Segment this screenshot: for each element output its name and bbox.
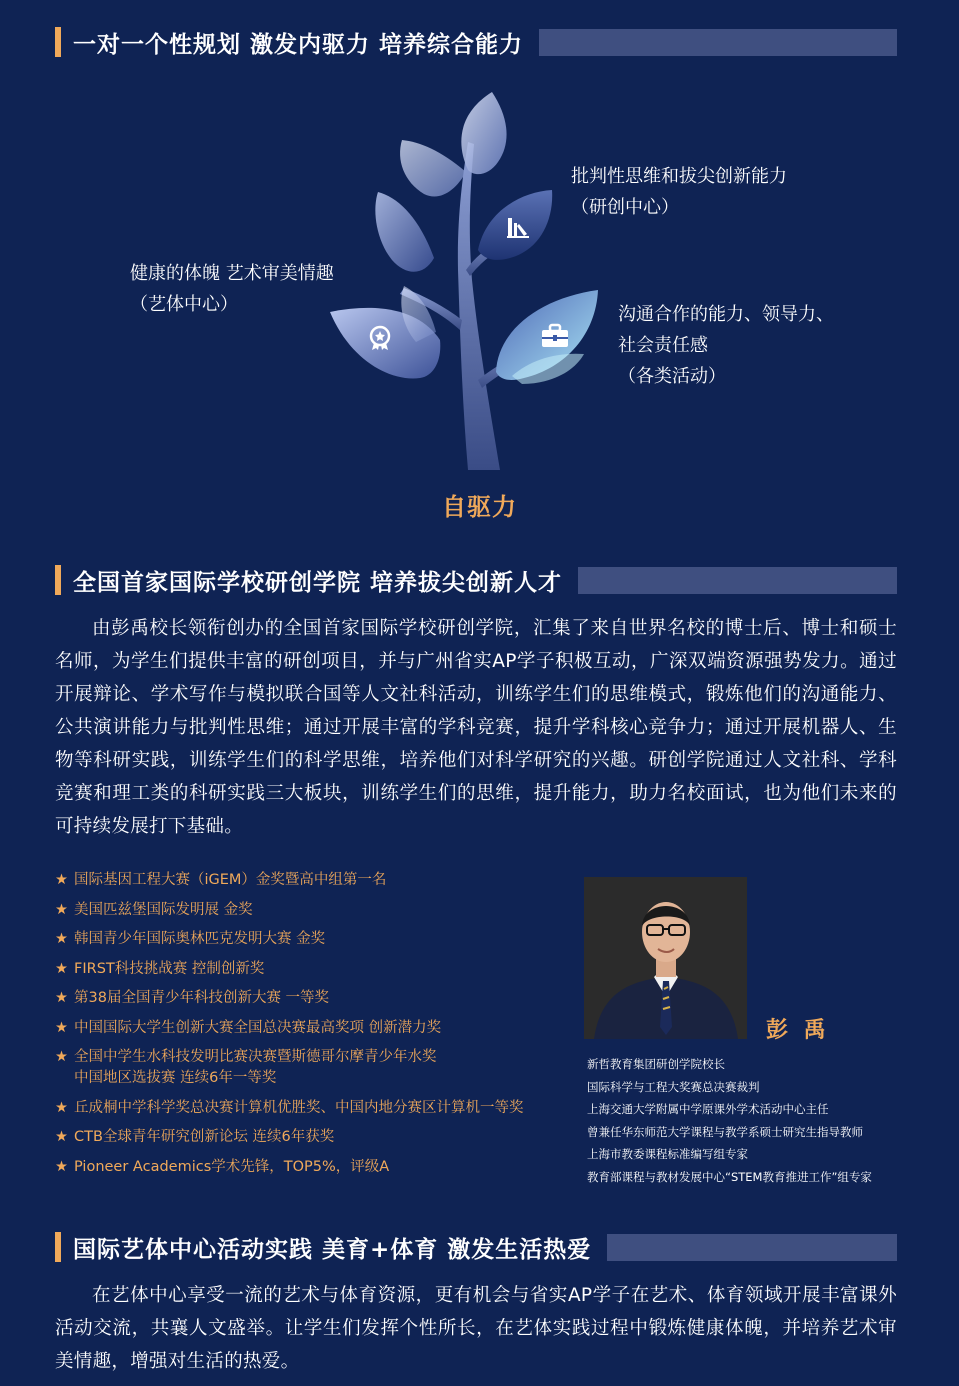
role-item: 上海交通大学附属中学原课外学术活动中心主任 — [587, 1102, 829, 1116]
leaf-left-upper — [375, 192, 434, 272]
section-title: 一对一个性规划 激发内驱力 培养综合能力 — [73, 31, 524, 58]
leaf-top — [461, 92, 506, 174]
award-item: ★ FIRST科技挑战赛 控制创新奖 — [55, 959, 565, 980]
role-item: 曾兼任华东师范大学课程与教学系硕士研究生指导教师 — [587, 1124, 863, 1139]
section-header-2 — [55, 564, 897, 596]
award-medal-icon — [366, 324, 394, 352]
accent-bar — [55, 27, 61, 57]
award-item: ★ 丘成桐中学科学奖总决赛计算机优胜奖、中国内地分赛区计算机一等奖 — [55, 1098, 565, 1119]
role-item: 教育部课程与教材发展中心“STEM教育推进工作”组专家 — [587, 1169, 872, 1184]
tree-label-health-arts: 健康的体魄 艺术审美情趣 （艺体中心） — [130, 263, 334, 315]
briefcase-icon — [540, 323, 570, 349]
self-drive-label: 自驱力 — [442, 493, 517, 521]
accent-bar — [55, 1232, 61, 1262]
arts-paragraph: 在艺体中心享受一流的艺术与体育资源，更有机会与省实AP学子在艺术、体育领域开展丰富课外活动交流，共襄人文盛举。让学生们发挥个性所长，在艺体实践过程中锻炼健康体魄，并培养艺术审美情趣，增强对生活的热爱。 — [55, 1285, 897, 1372]
award-item: ★ 韩国青少年国际奥林匹克发明大赛 金奖 — [55, 929, 565, 950]
role-item: 新哲教育集团研创学院校长 — [587, 1057, 725, 1071]
star-icon: ★ — [55, 990, 68, 1006]
section-title: 全国首家国际学校研创学院 培养拔尖创新人才 — [73, 569, 563, 596]
accent-bar — [55, 565, 61, 595]
star-icon: ★ — [55, 1129, 68, 1145]
section-header-1 — [55, 26, 897, 58]
leaf-top-left — [400, 140, 466, 197]
star-icon: ★ — [55, 901, 68, 918]
role-item: 国际科学与工程大奖赛总决赛裁判 — [587, 1079, 760, 1094]
award-item: ★ 美国匹兹堡国际发明展 金奖 — [55, 900, 565, 921]
star-icon: ★ — [55, 1049, 68, 1065]
award-item: ★ CTB全球青年研究创新论坛 连续6年获奖 — [55, 1127, 565, 1148]
award-item: ★ 国际基因工程大赛（iGEM）金奖暨高中组第一名 — [55, 870, 565, 891]
star-icon: ★ — [55, 1158, 68, 1175]
award-item: ★ 全国中学生水科技发明比赛决赛暨斯德哥尔摩青少年水奖 中国地区选拔赛 连续6年一等奖 — [55, 1047, 565, 1089]
section-title: 国际艺体中心活动实践 美育+体育 激发生活热爱 — [73, 1236, 592, 1263]
title-bar-decoration — [578, 567, 897, 594]
portrait-photo — [584, 877, 747, 1039]
star-icon: ★ — [55, 1019, 68, 1036]
person-portrait-image — [584, 877, 747, 1039]
award-item: ★ 第38届全国青少年科技创新大赛 一等奖 — [55, 988, 565, 1009]
person-name: 彭 禹 — [766, 1018, 830, 1043]
tree-diagram — [0, 80, 959, 530]
star-icon: ★ — [55, 872, 68, 888]
section-header-3 — [55, 1231, 897, 1263]
star-icon: ★ — [55, 931, 68, 947]
awards-list — [55, 870, 565, 1186]
award-item: ★ Pioneer Academics学术先锋，TOP5%，评级A — [55, 1157, 565, 1178]
tree-label-critical-thinking: 批判性思维和拔尖创新能力 （研创中心） — [571, 166, 787, 218]
star-icon: ★ — [55, 960, 68, 977]
role-item: 上海市教委课程标准编写组专家 — [587, 1147, 748, 1161]
tree-trunk — [458, 142, 500, 470]
star-icon: ★ — [55, 1099, 68, 1116]
title-bar-decoration — [539, 29, 897, 56]
title-bar-decoration — [607, 1234, 897, 1261]
award-item: ★ 中国国际大学生创新大赛全国总决赛最高奖项 创新潜力奖 — [55, 1018, 565, 1039]
tree-label-communication: 沟通合作的能力、领导力、 社会责任感 （各类活动） — [618, 304, 834, 387]
research-paragraph: 由彭禹校长领衔创办的全国首家国际学校研创学院，汇集了来自世界名校的博士后、博士和硕士名师，为学生们提供丰富的研创项目，并与广州省实AP学子积极互动，广深双端资源强势发力。通过开展辩论、学术写作与模拟联合国等人文社科活动，训练学生们的思维模式，锻炼他们的沟通能力、公共演讲能力与批判性思维；通过开展丰富的学科竞赛，提升学科核心竞争力；通过开展机器人、生物等科研实践，训练学生们的科学思维，培养他们对科学研究的兴趣。研创学院通过人文社科、学科竞赛和理工类的科研实践三大板块，训练学生们的思维，提升能力，助力名校面试，也为他们未来的可持续发展打下基础。 — [55, 618, 897, 837]
person-roles — [587, 1053, 917, 1188]
books-icon — [505, 214, 531, 240]
